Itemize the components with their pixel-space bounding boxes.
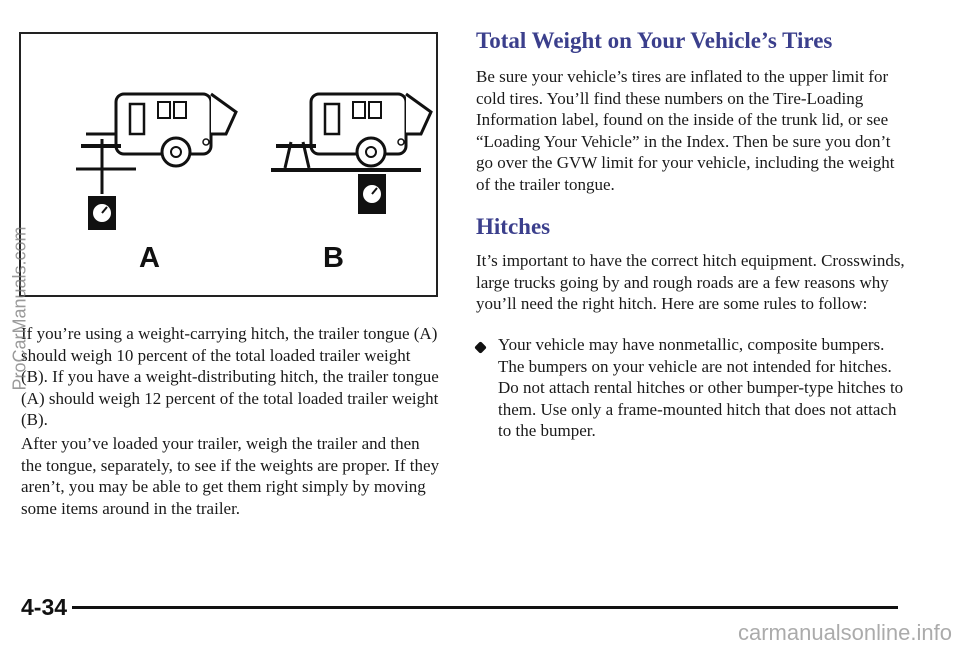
section-heading-hitches: Hitches xyxy=(476,214,551,239)
hitches-paragraph: It’s important to have the correct hitch equipment. Crosswinds, large trucks going by and rough roads are a few reasons why you’ll need the right hitch. Here are some rules to follow: xyxy=(476,251,905,313)
trailer-b-drawing xyxy=(271,94,431,214)
tongue-weight-paragraph: If you’re using a weight-carrying hitch, the trailer tongue (A) should weigh 10 percent of the total loaded trailer weight (B). If you have a weight-distributing hitch, the trailer tongue (A) should weigh 12 percent of the total loaded trailer weight (B). xyxy=(21,324,439,429)
bullet-diamond-icon xyxy=(474,341,487,354)
bumper-warning-text: Your vehicle may have nonmetallic, composite bumpers. The bumpers on your vehicle are not intended for hitches. Do not attach rental hitches or other bumper-type hitches to them. Use only a frame-mounted hitch that does not attach to the bumper. xyxy=(498,335,904,440)
footer-rule xyxy=(72,606,898,609)
bottom-watermark: carmanualsonline.info xyxy=(737,620,952,645)
page-number: 4-34 xyxy=(21,594,68,620)
side-watermark: ProCarManuals.com xyxy=(9,226,30,391)
trailer-a-drawing xyxy=(76,94,236,230)
section-heading-total-weight: Total Weight on Your Vehicle’s Tires xyxy=(476,28,833,53)
trailer-weight-figure xyxy=(19,32,438,297)
figure-label-a: A xyxy=(139,242,160,274)
tire-weight-paragraph: Be sure your vehicle’s tires are inflated to the upper limit for cold tires. You’ll find these numbers on the Tire-Loading Information label, found on the inside of the trunk lid, or see “Loading Your Vehicle” in the Index. Then be sure you don’t go over the GVW limit for your vehicle, including the weight of the trailer tongue. xyxy=(476,67,895,194)
trailer-illustration xyxy=(21,34,436,295)
figure-label-b: B xyxy=(323,242,344,274)
weigh-trailer-paragraph: After you’ve loaded your trailer, weigh the trailer and then the tongue, separately, to see if the weights are proper. If they aren’t, you may be able to get them right simply by moving some items around in the trailer. xyxy=(21,434,440,518)
